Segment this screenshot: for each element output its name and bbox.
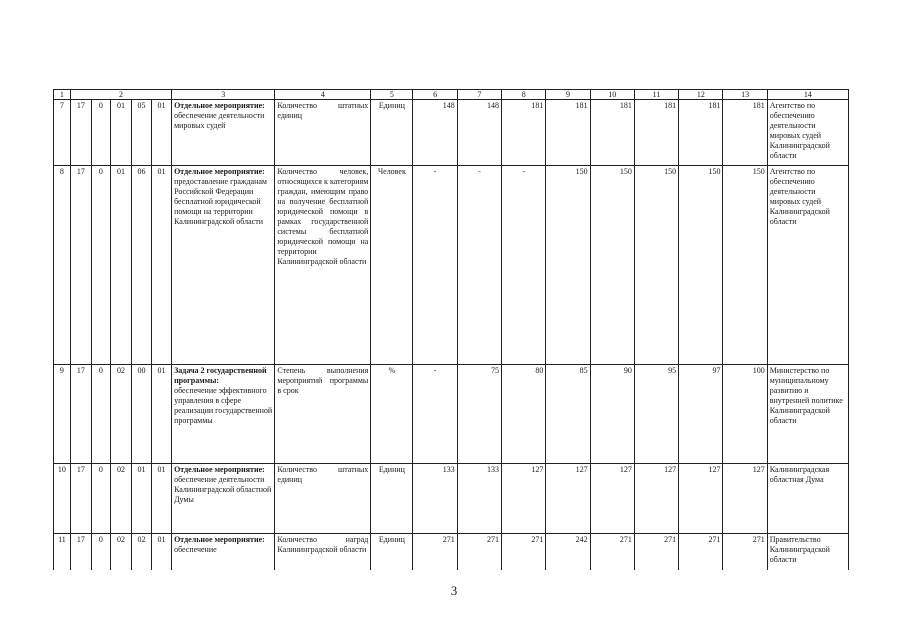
executor-cell: Правительство Калининградской области (767, 534, 848, 571)
unit-cell: Человек (371, 166, 413, 365)
code-cell: 02 (110, 464, 131, 534)
value-cell: 271 (590, 534, 634, 571)
value-cell: 150 (723, 166, 767, 365)
header-cell: 9 (546, 90, 590, 100)
executor-cell: Калининградская областная Дума (767, 464, 848, 534)
value-cell: 148 (413, 100, 457, 166)
header-cell: 7 (457, 90, 501, 100)
code-cell: 01 (131, 464, 151, 534)
name-body: предоставление гражданам Российской Федерации бесплатной юридической помощи на территории Калининградской области (174, 177, 267, 226)
code-cell: 02 (110, 365, 131, 464)
value-cell: 242 (546, 534, 590, 571)
name-cell (172, 365, 275, 464)
header-cell: 10 (590, 90, 634, 100)
value-cell: 271 (679, 534, 723, 571)
name-title: Отдельное мероприятие: (174, 167, 265, 176)
value-cell: 271 (413, 534, 457, 571)
value-cell: 181 (502, 100, 546, 166)
row-number-cell: 7 (54, 100, 71, 166)
name-title: Отдельное мероприятие: (174, 465, 265, 474)
page-number: 3 (450, 583, 458, 598)
code-cell: 0 (91, 464, 110, 534)
table-row (54, 166, 849, 365)
indicator-cell: Количество штатных единиц (275, 100, 371, 166)
value-cell: 133 (413, 464, 457, 534)
code-cell: 00 (131, 365, 151, 464)
row-number-cell: 11 (54, 534, 71, 571)
name-cell (172, 464, 275, 534)
name-cell (172, 100, 275, 166)
code-cell: 01 (110, 166, 131, 365)
header-row (54, 90, 849, 100)
name-body: обеспечение (174, 545, 217, 554)
indicator-cell: Количество штатных единиц (275, 464, 371, 534)
header-cell: 1 (54, 90, 71, 100)
code-cell: 17 (70, 365, 91, 464)
executor-cell: Агентство по обеспечению деятельности мировых судей Калининградской области (767, 100, 848, 166)
name-cell (172, 166, 275, 365)
value-cell: 181 (723, 100, 767, 166)
unit-cell: Единиц (371, 464, 413, 534)
value-cell: 150 (634, 166, 678, 365)
value-cell: 181 (679, 100, 723, 166)
header-cell: 5 (371, 90, 413, 100)
value-cell: 127 (634, 464, 678, 534)
value-cell: 127 (546, 464, 590, 534)
value-cell: 97 (679, 365, 723, 464)
value-cell: 75 (457, 365, 501, 464)
value-cell: 150 (679, 166, 723, 365)
name-body: обеспечение деятельности мировых судей (174, 111, 265, 130)
name-body: обеспечение эффективного управления в сфере реализации государственной программы (174, 386, 273, 425)
value-cell: 181 (590, 100, 634, 166)
unit-cell: Единиц (371, 100, 413, 166)
value-cell: 148 (457, 100, 501, 166)
value-cell: - (413, 365, 457, 464)
code-cell: 01 (110, 100, 131, 166)
header-cell: 14 (767, 90, 848, 100)
value-cell: 100 (723, 365, 767, 464)
value-cell: 80 (502, 365, 546, 464)
value-cell: 271 (457, 534, 501, 571)
name-title: Отдельное мероприятие: (174, 535, 265, 544)
value-cell: 85 (546, 365, 590, 464)
code-cell: 06 (131, 166, 151, 365)
unit-cell: % (371, 365, 413, 464)
indicator-cell: Степень выполнения мероприятий программы в срок (275, 365, 371, 464)
code-cell: 17 (70, 100, 91, 166)
code-cell: 01 (152, 365, 172, 464)
value-cell: 271 (502, 534, 546, 571)
indicator-cell: Количество человек, относящихся к категориям граждан, имеющим право на получение бесплатной юридической помощи в рамках государственной системы бесплатной юридической помощи на территории Калининградской области (275, 166, 371, 365)
value-cell: 133 (457, 464, 501, 534)
indicator-cell: Количество наград Калининградской области (275, 534, 371, 571)
header-cell: 8 (502, 90, 546, 100)
header-cell: 12 (679, 90, 723, 100)
executor-cell: Министерство по муниципальному развитию и внутренней политике Калининградской области (767, 365, 848, 464)
value-cell: 271 (634, 534, 678, 571)
row-number-cell: 8 (54, 166, 71, 365)
value-cell: 127 (679, 464, 723, 534)
value-cell: - (502, 166, 546, 365)
value-cell: 150 (590, 166, 634, 365)
row-number-cell: 9 (54, 365, 71, 464)
code-cell: 05 (131, 100, 151, 166)
header-cell: 2 (70, 90, 171, 100)
header-cell: 3 (172, 90, 275, 100)
value-cell: 150 (546, 166, 590, 365)
value-cell: 90 (590, 365, 634, 464)
value-cell: 127 (590, 464, 634, 534)
code-cell: 0 (91, 365, 110, 464)
table-row (54, 365, 849, 464)
header-cell: 4 (275, 90, 371, 100)
table-row (54, 100, 849, 166)
value-cell: - (457, 166, 501, 365)
row-number-cell: 10 (54, 464, 71, 534)
value-cell: 181 (546, 100, 590, 166)
indicators-table (53, 89, 849, 570)
code-cell: 17 (70, 464, 91, 534)
unit-cell: Единиц (371, 534, 413, 571)
code-cell: 0 (91, 166, 110, 365)
code-cell: 01 (152, 166, 172, 365)
code-cell: 0 (91, 534, 110, 571)
table-row (54, 534, 849, 571)
value-cell: 127 (723, 464, 767, 534)
code-cell: 17 (70, 534, 91, 571)
value-cell: 181 (634, 100, 678, 166)
value-cell: 271 (723, 534, 767, 571)
code-cell: 02 (110, 534, 131, 571)
header-cell: 11 (634, 90, 678, 100)
code-cell: 0 (91, 100, 110, 166)
code-cell: 01 (152, 100, 172, 166)
header-cell: 13 (723, 90, 767, 100)
code-cell: 17 (70, 166, 91, 365)
table-row (54, 464, 849, 534)
value-cell: 95 (634, 365, 678, 464)
name-title: Отдельное мероприятие: (174, 101, 265, 110)
code-cell: 01 (152, 534, 172, 571)
value-cell: - (413, 166, 457, 365)
name-body: обеспечение деятельности Калининградской областной Думы (174, 475, 272, 504)
code-cell: 02 (131, 534, 151, 571)
executor-cell: Агентство по обеспечению деятельности мировых судей Калининградской области (767, 166, 848, 365)
name-title: Задача 2 государственной программы: (174, 366, 267, 385)
value-cell: 127 (502, 464, 546, 534)
table-container (53, 89, 849, 570)
code-cell: 01 (152, 464, 172, 534)
name-cell (172, 534, 275, 571)
header-cell: 6 (413, 90, 457, 100)
